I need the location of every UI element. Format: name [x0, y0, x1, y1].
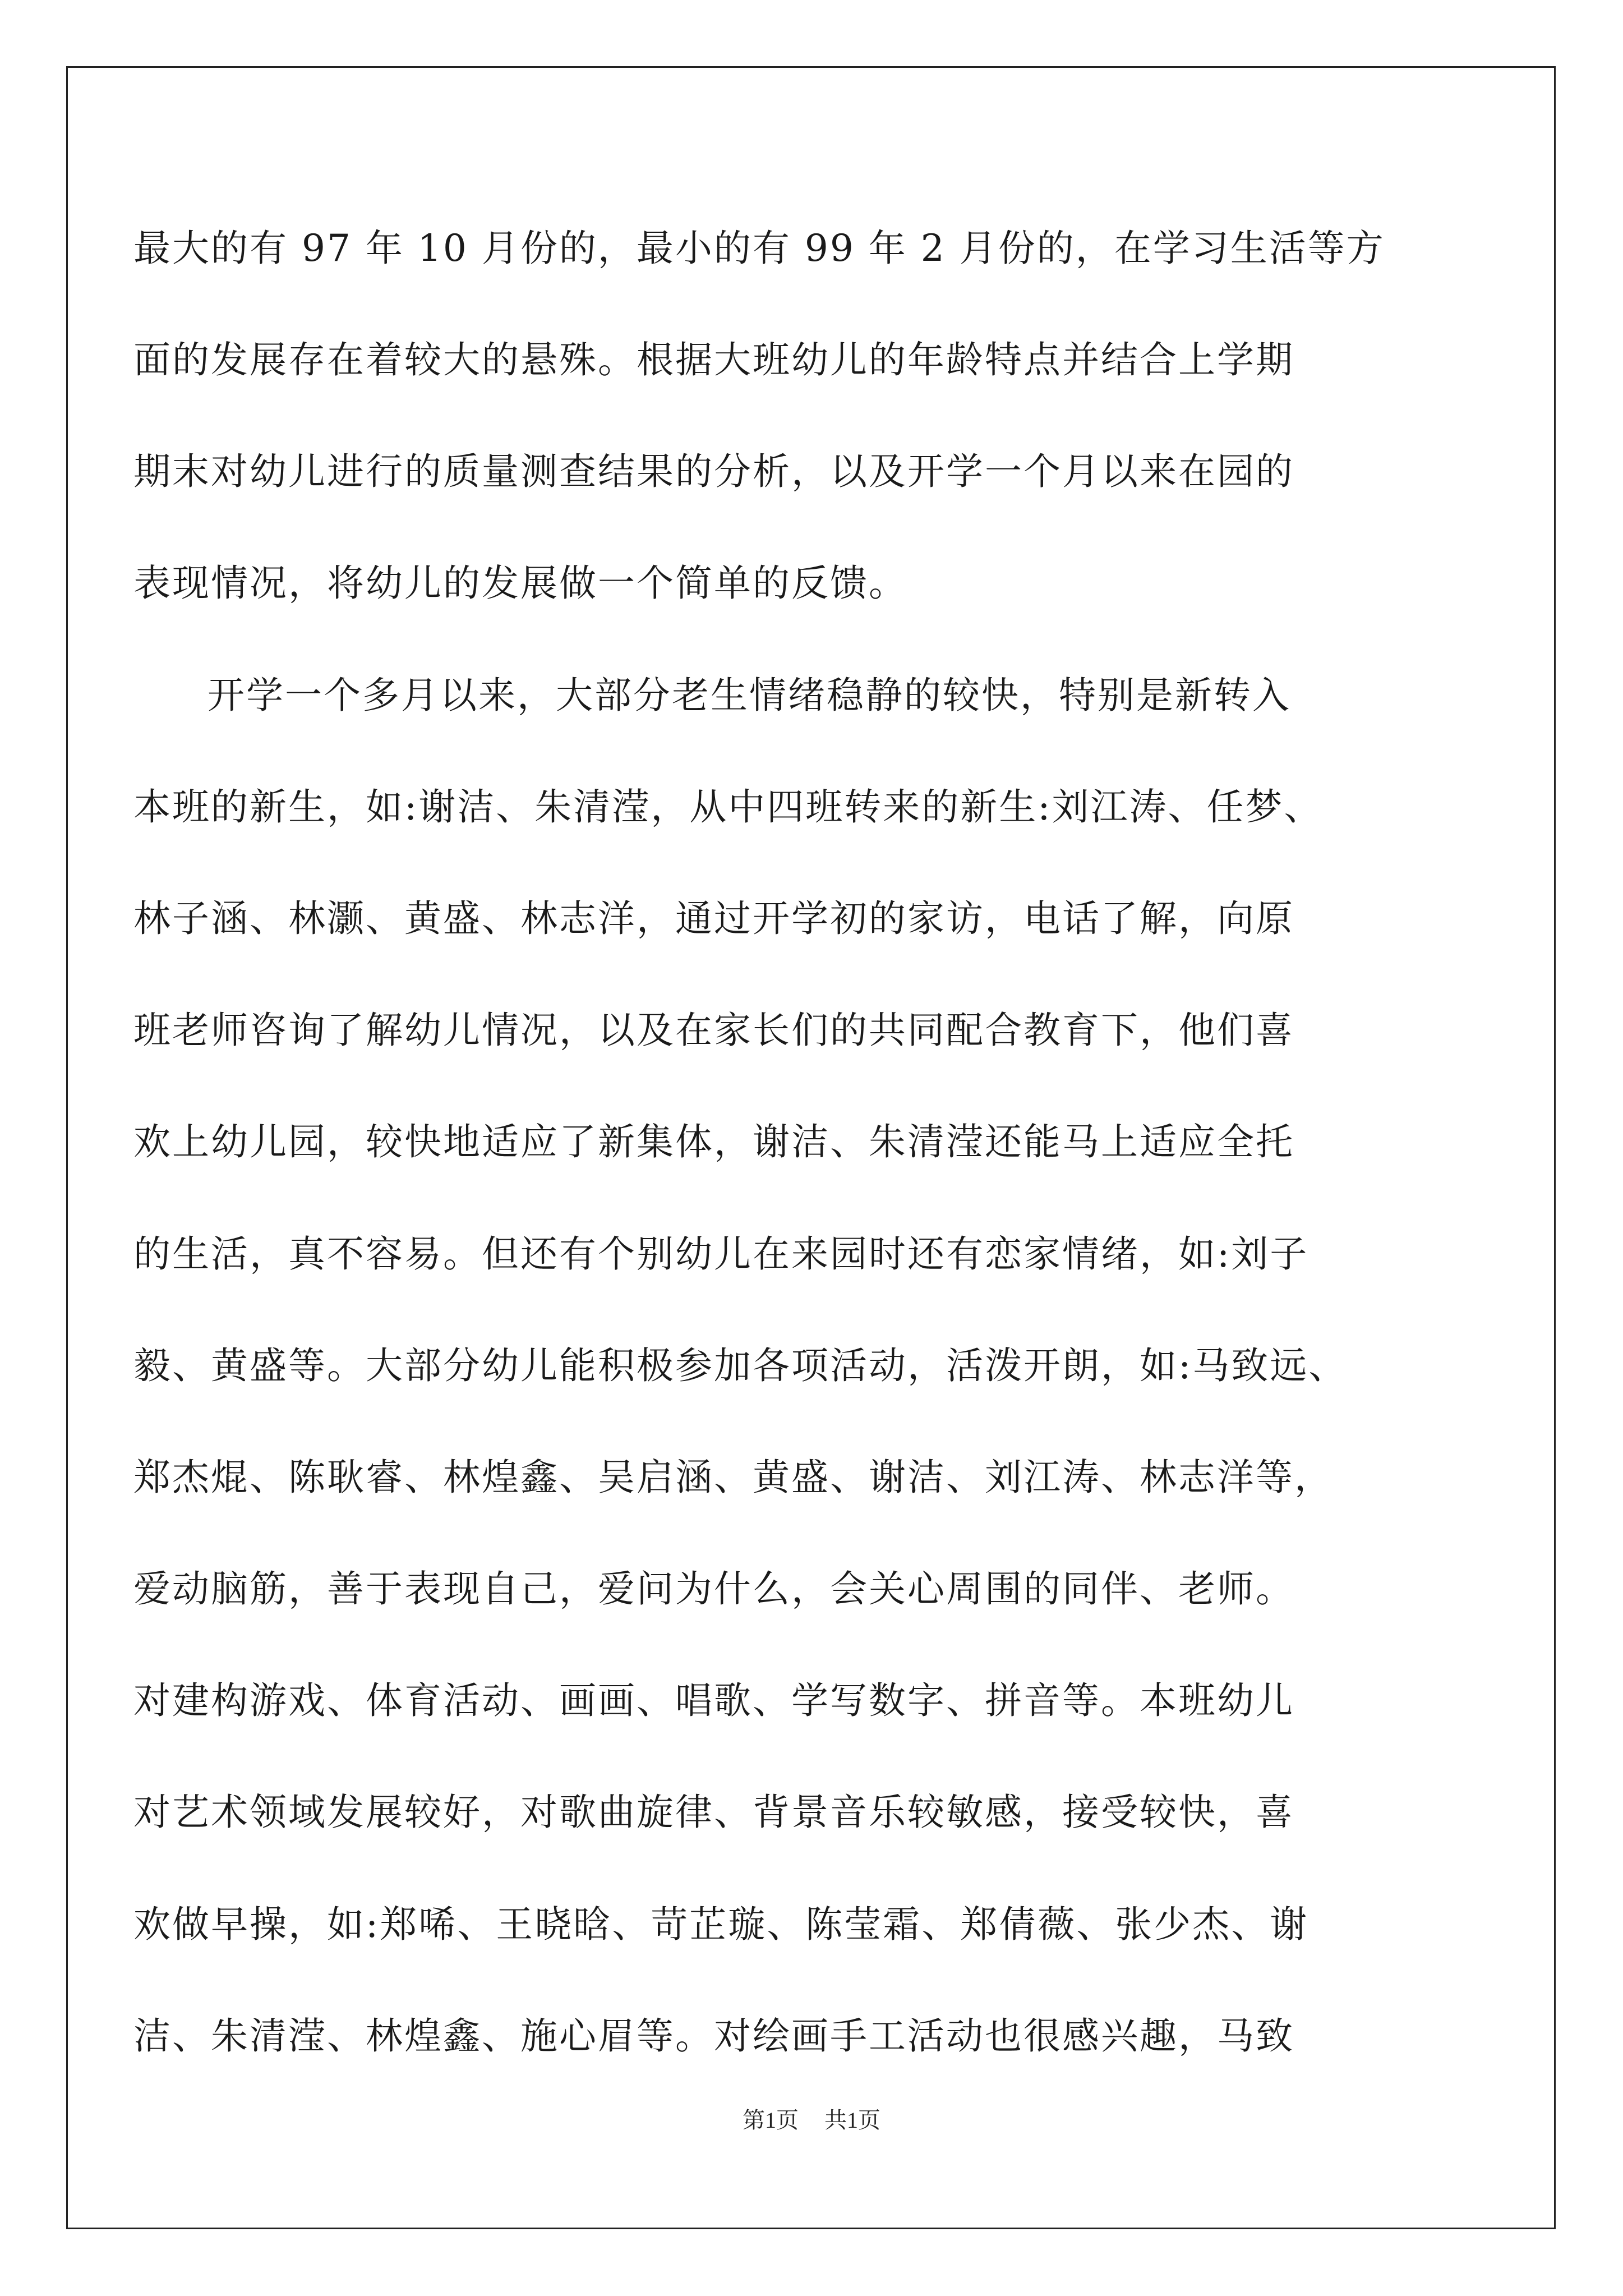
text-line: 开学一个多月以来，大部分老生情绪稳静的较快，特别是新转入	[208, 674, 1291, 717]
text-line: 郑杰焜、陈耿睿、林煌鑫、吴启涵、黄盛、谢洁、刘江涛、林志洋等，	[133, 1456, 1333, 1499]
text-line: 表现情况，将幼儿的发展做一个简单的反馈。	[133, 562, 907, 605]
page-count: 共1页	[824, 2108, 880, 2133]
text-line: 对艺术领域发展较好，对歌曲旋律、背景音乐较敏感，接受较快，喜	[133, 1791, 1294, 1834]
text-line: 面的发展存在着较大的悬殊。根据大班幼儿的年龄特点并结合上学期	[133, 338, 1294, 381]
text-line: 毅、黄盛等。大部分幼儿能积极参加各项活动，活泼开朗，如:马致远、	[133, 1344, 1348, 1387]
text-line: 洁、朱清滢、林煌鑫、施心眉等。对绘画手工活动也很感兴趣，马致	[133, 2014, 1294, 2058]
text-line: 林子涵、林灏、黄盛、林志洋，通过开学初的家访，电话了解，向原	[133, 897, 1294, 940]
text-line: 最大的有 97 年 10 月份的，最小的有 99 年 2 月份的，在学习生活等方	[133, 227, 1385, 270]
text-line: 对建构游戏、体育活动、画画、唱歌、学写数字、拼音等。本班幼儿	[133, 1679, 1294, 1722]
text-line: 本班的新生，如:谢洁、朱清滢，从中四班转来的新生:刘江涛、任梦、	[133, 785, 1323, 829]
page-footer	[0, 2106, 1623, 2134]
text-line: 的生活，真不容易。但还有个别幼儿在来园时还有恋家情绪，如:刘子	[133, 1232, 1309, 1276]
text-line: 期末对幼儿进行的质量测查结果的分析，以及开学一个月以来在园的	[133, 450, 1294, 493]
page-number: 第1页	[743, 2108, 799, 2133]
text-line: 爱动脑筋，善于表现自己，爱问为什么，会关心周围的同伴、老师。	[133, 1567, 1294, 1611]
text-line: 班老师咨询了解幼儿情况，以及在家长们的共同配合教育下，他们喜	[133, 1009, 1294, 1052]
text-line: 欢做早操，如:郑唏、王晓晗、苛芷璇、陈莹霜、郑倩薇、张少杰、谢	[133, 1903, 1309, 1946]
text-line: 欢上幼儿园，较快地适应了新集体，谢洁、朱清滢还能马上适应全托	[133, 1120, 1294, 1163]
